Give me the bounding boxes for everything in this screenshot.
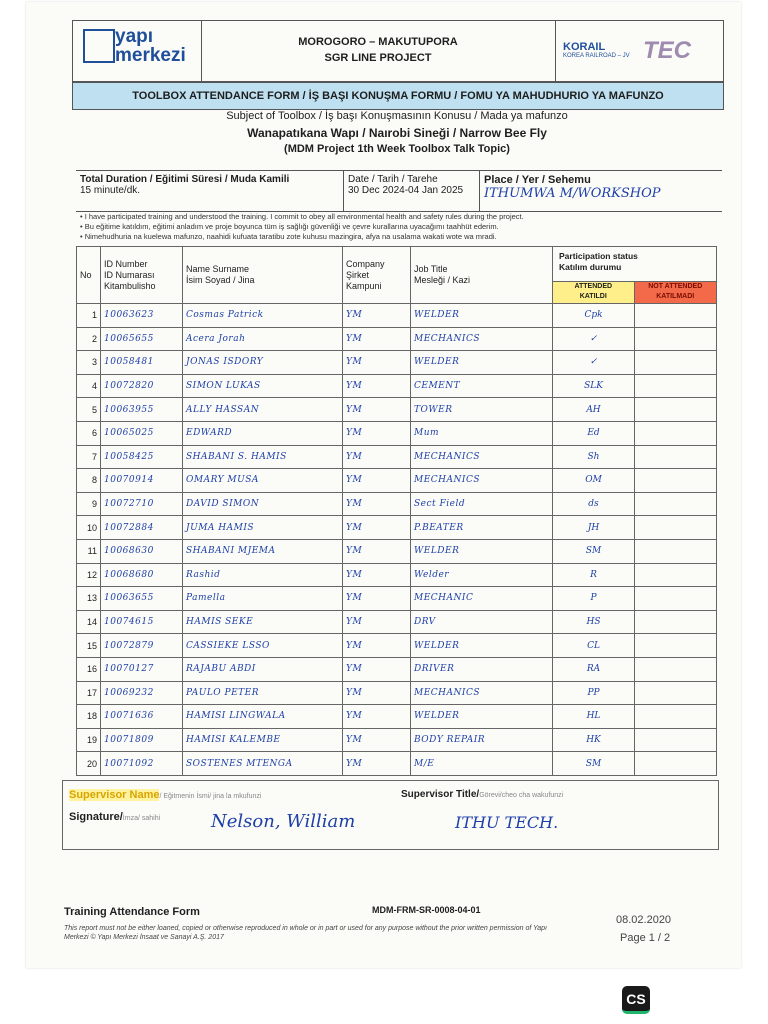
row-name: SHABANI MJEMA [183,539,343,563]
row-id: 10071809 [101,728,183,752]
supervisor-signature: Nelson, William [211,811,356,832]
row-attended-signature: JH [553,516,635,540]
row-job: WELDER [411,304,553,328]
project-line-2: SGR LINE PROJECT [324,52,432,64]
col-name: Name Surname İsim Soyad / Jina [183,247,343,304]
row-name: PAULO PETER [183,681,343,705]
row-company: YM [343,469,411,493]
row-job: WELDER [411,634,553,658]
row-no: 6 [77,421,101,445]
row-job: P.BEATER [411,516,553,540]
note-en: • I have participated training and understood the training. I commit to obey all environmental health and safety rules during the project. [80,212,720,222]
row-not-attended [635,304,717,328]
row-name: SHABANI S. HAMIS [183,445,343,469]
row-not-attended [635,327,717,351]
table-row [77,374,717,398]
row-not-attended [635,634,717,658]
row-job: MECHANIC [411,587,553,611]
table-row [77,681,717,705]
row-job: MECHANICS [411,469,553,493]
row-not-attended [635,516,717,540]
row-name: SOSTENES MTENGA [183,752,343,776]
row-not-attended [635,492,717,516]
row-company: YM [343,516,411,540]
row-no: 5 [77,398,101,422]
row-name: Acera Jorah [183,327,343,351]
row-company: YM [343,539,411,563]
table-row [77,587,717,611]
row-company: YM [343,421,411,445]
table-row [77,398,717,422]
row-attended-signature: P [553,587,635,611]
table-row [77,539,717,563]
place-cell [480,171,722,211]
row-attended-signature: AH [553,398,635,422]
korail-logo: KORAIL KOREA RAILROAD – JV [563,41,630,59]
row-name: EDWARD [183,421,343,445]
table-row [77,469,717,493]
duration-label: Total Duration / Eğitimi Süresi / Muda Kamili [80,174,290,185]
row-id: 10068630 [101,539,183,563]
row-no: 15 [77,634,101,658]
row-company: YM [343,304,411,328]
row-job: Mum [411,421,553,445]
row-not-attended [635,374,717,398]
row-not-attended [635,421,717,445]
table-row [77,327,717,351]
table-row [77,445,717,469]
row-no: 14 [77,610,101,634]
row-job: MECHANICS [411,681,553,705]
row-job: WELDER [411,705,553,729]
row-no: 9 [77,492,101,516]
footer-disclaimer: This report must not be either loaned, copied or otherwise reproduced in whole or in part or used for any purpose without the prior written permission of Yapı Merkezi © Yapı Merkezi İnsaat ve Sanayi A.Ş. 2017 [64,925,547,941]
row-id: 10071636 [101,705,183,729]
footer-form-name: Training Attendance Form [64,906,200,918]
row-id: 10072879 [101,634,183,658]
row-no: 12 [77,563,101,587]
col-id: ID Number ID Numarası Kitambulisho [101,247,183,304]
row-no: 17 [77,681,101,705]
supervisor-name-sub: / Eğitmenin İsmi/ jina la mkufunzi [159,793,262,800]
row-company: YM [343,351,411,375]
table-row [77,351,717,375]
signature-label: Signature/İmza/ sahihi [69,811,161,823]
col-job: Job Title Mesleği / Kazi [411,247,553,304]
row-not-attended [635,445,717,469]
camscanner-icon[interactable]: CS [622,986,650,1014]
row-name: ALLY HASSAN [183,398,343,422]
row-attended-signature: ✓ [553,351,635,375]
row-not-attended [635,563,717,587]
row-not-attended [635,705,717,729]
row-company: YM [343,563,411,587]
row-not-attended [635,587,717,611]
footer-date: 08.02.2020 [616,914,672,926]
row-id: 10068680 [101,563,183,587]
row-name: Cosmas Patrick [183,304,343,328]
row-job: Sect Field [411,492,553,516]
row-id: 10063623 [101,304,183,328]
row-company: YM [343,634,411,658]
not-attended-header: NOT ATTENDED KATILMADI [635,281,717,303]
row-company: YM [343,398,411,422]
table-row [77,421,717,445]
row-no: 18 [77,705,101,729]
row-name: Pamella [183,587,343,611]
row-name: JUMA HAMIS [183,516,343,540]
col-participation [553,247,717,304]
row-job: BODY REPAIR [411,728,553,752]
row-company: YM [343,492,411,516]
project-title [201,21,556,81]
row-job: WELDER [411,351,553,375]
row-name: Rashid [183,563,343,587]
row-id: 10070127 [101,657,183,681]
row-no: 8 [77,469,101,493]
row-attended-signature: OM [553,469,635,493]
topic-subtitle: (MDM Project 1th Week Toolbox Talk Topic) [284,143,510,155]
row-attended-signature: ✓ [553,327,635,351]
row-no: 1 [77,304,101,328]
row-id: 10063655 [101,587,183,611]
row-company: YM [343,374,411,398]
korail-sub: KOREA RAILROAD – JV [563,53,630,59]
place-label: Place / Yer / Sehemu [484,174,591,186]
row-company: YM [343,681,411,705]
row-job: M/E [411,752,553,776]
signature-sub: İmza/ sahihi [122,815,161,822]
date-value: 30 Dec 2024-04 Jan 2025 [348,185,464,196]
date-label: Date / Tarih / Tarehe [348,174,438,185]
partner-logos [555,21,723,81]
row-name: OMARY MUSA [183,469,343,493]
form-title: TOOLBOX ATTENDANCE FORM / İŞ BAŞI KONUŞMA FORMU / FOMU YA MAHUDHURIO YA MAFUNZO [72,82,724,110]
row-not-attended [635,539,717,563]
row-id: 10058425 [101,445,183,469]
participation-label: Participation status Katılım durumu [559,251,638,272]
duration-cell [76,171,344,211]
row-job: DRIVER [411,657,553,681]
row-attended-signature: Ed [553,421,635,445]
company-logo [73,21,202,81]
duration-value: 15 minute/dk. [80,185,141,196]
table-row [77,728,717,752]
commitment-notes [80,212,720,242]
row-no: 13 [77,587,101,611]
col-no: No [77,247,101,304]
supervisor-name-label: Supervisor Name/ Eğitmenin İsmi/ jina la mkufunzi [69,789,262,801]
supervisor-block [62,780,719,850]
note-tr: • Bu eğitime katıldım, eğitimi anladım ve proje boyunca tüm iş sağlığı güvenliği ve çevre kurallarına uyacağımı taahhüt ederim. [80,222,720,232]
topic-title: Wanapatıkana Wapı / Naırobi Sineği / Narrow Bee Fly [247,126,547,140]
row-id: 10074615 [101,610,183,634]
table-row [77,705,717,729]
row-attended-signature: ds [553,492,635,516]
row-id: 10071092 [101,752,183,776]
row-attended-signature: SLK [553,374,635,398]
row-no: 7 [77,445,101,469]
row-no: 4 [77,374,101,398]
table-row [77,516,717,540]
row-name: JONAS ISDORY [183,351,343,375]
row-not-attended [635,728,717,752]
row-company: YM [343,587,411,611]
row-job: CEMENT [411,374,553,398]
row-id: 10063955 [101,398,183,422]
row-name: SIMON LUKAS [183,374,343,398]
row-job: TOWER [411,398,553,422]
row-no: 2 [77,327,101,351]
row-company: YM [343,327,411,351]
row-id: 10069232 [101,681,183,705]
row-attended-signature: CL [553,634,635,658]
row-company: YM [343,752,411,776]
row-attended-signature: Cpk [553,304,635,328]
table-row [77,657,717,681]
table-row [77,752,717,776]
row-id: 10072710 [101,492,183,516]
note-sw: • Nimehudhuria na kuelewa mafunzo, naahidi kufuata taratibu zote kuhusu mazingira, afya na usalama wakati wote wa mradi. [80,232,720,242]
row-name: CASSIEKE LSSO [183,634,343,658]
date-cell [344,171,480,211]
row-name: HAMIS SEKE [183,610,343,634]
table-header-row [77,247,717,304]
row-name: HAMISI LINGWALA [183,705,343,729]
row-job: Welder [411,563,553,587]
yapi-merkezi-logo-icon [83,29,115,63]
supervisor-title-value: ITHU TECH. [455,813,559,832]
row-no: 11 [77,539,101,563]
row-attended-signature: HS [553,610,635,634]
row-id: 10058481 [101,351,183,375]
row-job: WELDER [411,539,553,563]
footer-code: MDM-FRM-SR-0008-04-01 [372,905,481,915]
row-attended-signature: HL [553,705,635,729]
row-id: 10072820 [101,374,183,398]
row-id: 10072884 [101,516,183,540]
row-company: YM [343,657,411,681]
row-attended-signature: HK [553,728,635,752]
row-not-attended [635,398,717,422]
row-no: 3 [77,351,101,375]
table-row [77,304,717,328]
info-row [76,170,722,212]
logo-text: yapı merkezi [115,26,186,66]
row-attended-signature: SM [553,752,635,776]
tec-logo: TEC [643,37,691,64]
table-body [77,304,717,776]
row-no: 20 [77,752,101,776]
row-no: 10 [77,516,101,540]
place-value: ITHUMWA M/WORKSHOP [484,186,661,201]
row-not-attended [635,657,717,681]
row-id: 10065655 [101,327,183,351]
row-company: YM [343,445,411,469]
row-job: MECHANICS [411,327,553,351]
row-job: MECHANICS [411,445,553,469]
row-attended-signature: PP [553,681,635,705]
table-row [77,563,717,587]
form-header [72,20,724,82]
footer-page: Page 1 / 2 [620,932,671,944]
row-not-attended [635,469,717,493]
table-row [77,610,717,634]
attended-header: ATTENDED KATILDI [553,281,635,303]
subject-label: Subject of Toolbox / İş başı Konuşmasının Konusu / Mada ya mafunzo [226,110,568,122]
row-no: 16 [77,657,101,681]
row-company: YM [343,728,411,752]
row-not-attended [635,610,717,634]
row-name: HAMISI KALEMBE [183,728,343,752]
row-company: YM [343,610,411,634]
row-job: DRV [411,610,553,634]
attendance-table [76,246,717,776]
row-attended-signature: SM [553,539,635,563]
row-not-attended [635,752,717,776]
row-attended-signature: RA [553,657,635,681]
row-company: YM [343,705,411,729]
row-attended-signature: R [553,563,635,587]
col-company: Company Şirket Kampuni [343,247,411,304]
row-name: DAVID SIMON [183,492,343,516]
row-id: 10065025 [101,421,183,445]
row-id: 10070914 [101,469,183,493]
table-row [77,634,717,658]
table-row [77,492,717,516]
supervisor-title-sub: Görevi/cheo cha wakufunzi [479,792,564,799]
row-not-attended [635,681,717,705]
supervisor-title-label: Supervisor Title/Görevi/cheo cha wakufunzi [401,789,564,800]
row-attended-signature: Sh [553,445,635,469]
row-name: RAJABU ABDI [183,657,343,681]
row-not-attended [635,351,717,375]
project-line-1: MOROGORO – MAKUTUPORA [298,36,458,48]
row-no: 19 [77,728,101,752]
